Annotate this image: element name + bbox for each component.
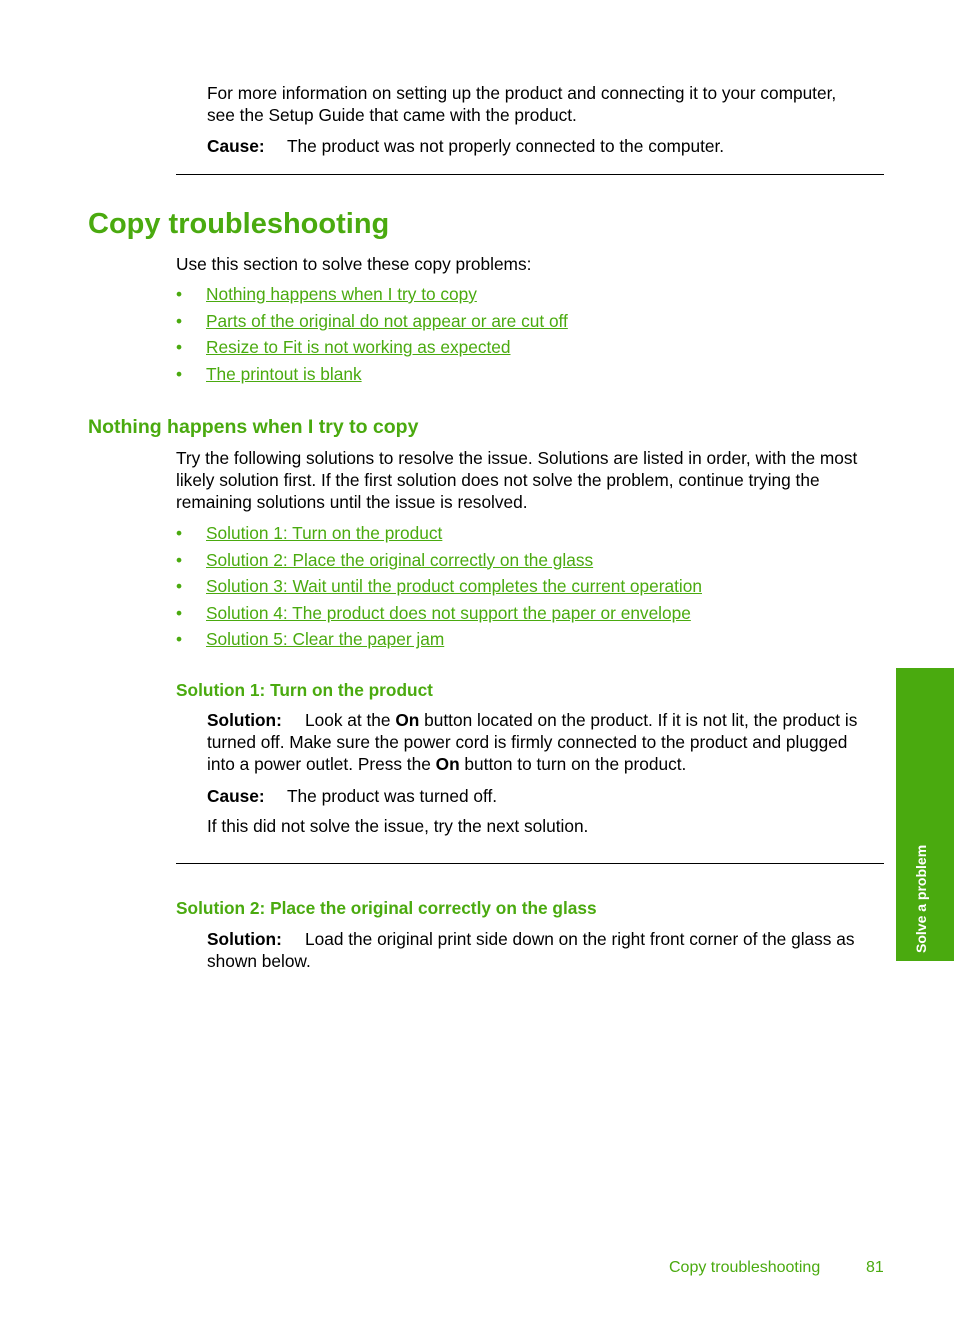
- link-nothing-happens[interactable]: Nothing happens when I try to copy: [206, 284, 477, 304]
- solution-1-line-1: [207, 709, 897, 731]
- cause-text: The product was not properly connected to the computer.: [287, 136, 725, 156]
- footer-page-number: 81: [866, 1259, 884, 1276]
- text: Look at the: [305, 710, 396, 730]
- list-item: [176, 310, 568, 337]
- link-solution-5[interactable]: Solution 5: Clear the paper jam: [206, 629, 445, 650]
- intro-line-1: For more information on setting up the product and connecting it to your computer,: [207, 83, 837, 103]
- intro-line-2: see the Setup Guide that came with the product.: [207, 105, 577, 125]
- divider-top: [176, 174, 884, 175]
- solution-2-line-2: shown below.: [207, 951, 311, 971]
- subsection-title: Nothing happens when I try to copy: [88, 416, 419, 438]
- solution-1-line-2: turned off. Make sure the power cord is firmly connected to the product and plugged: [207, 732, 848, 752]
- bullet-icon: •: [176, 629, 183, 650]
- text: into a power outlet. Press the: [207, 754, 436, 774]
- solution-label: Solution:: [207, 929, 282, 949]
- on-button-text: On: [435, 754, 460, 774]
- list-item: [176, 336, 568, 363]
- cause-text: The product was turned off.: [287, 786, 498, 806]
- side-tab: [896, 668, 954, 961]
- bullet-icon: •: [176, 310, 183, 331]
- solution-1-cause: [207, 785, 497, 807]
- bullet-icon: •: [176, 337, 183, 358]
- subsection-line-3: remaining solutions until the issue is resolved.: [176, 492, 528, 512]
- section-intro: Use this section to solve these copy problems:: [176, 254, 532, 274]
- cause-label: Cause:: [207, 786, 265, 806]
- bullet-icon: •: [176, 523, 183, 543]
- list-item: [176, 549, 702, 576]
- list-item: [176, 602, 702, 629]
- solution-link-list: [176, 522, 702, 655]
- list-item: [176, 575, 702, 602]
- subsection-paragraph: [176, 447, 896, 513]
- link-solution-1[interactable]: Solution 1: Turn on the product: [206, 523, 443, 543]
- bullet-icon: •: [176, 363, 183, 384]
- list-item: [176, 522, 702, 549]
- cause-label: Cause:: [207, 136, 265, 156]
- intro-paragraph: [207, 82, 897, 126]
- text: button located on the product. If it is not lit, the product is: [419, 710, 858, 730]
- solution-1-line-3: [207, 753, 897, 775]
- solution-2-title: Solution 2: Place the original correctly on the glass: [176, 898, 597, 918]
- solution-1-next: If this did not solve the issue, try the next solution.: [207, 816, 589, 836]
- link-printout-blank[interactable]: The printout is blank: [206, 363, 362, 384]
- intro-cause: [207, 135, 724, 157]
- list-item: [176, 283, 568, 310]
- bullet-icon: •: [176, 284, 183, 304]
- text: Load the original print side down on the right front corner of the glass as: [305, 929, 855, 949]
- solution-2-line-1: [207, 928, 897, 950]
- divider-middle: [176, 863, 884, 864]
- bullet-icon: •: [176, 602, 183, 623]
- solution-2-body: [207, 928, 897, 972]
- section-link-list: [176, 283, 568, 389]
- bullet-icon: •: [176, 549, 183, 570]
- page-title: Copy troubleshooting: [88, 208, 390, 240]
- footer-section-name: Copy troubleshooting: [669, 1259, 821, 1276]
- list-item: [176, 363, 568, 390]
- list-item: [176, 628, 702, 655]
- link-solution-3[interactable]: Solution 3: Wait until the product completes the current operation: [206, 576, 702, 597]
- solution-1-body: [207, 709, 897, 775]
- solution-1-title: Solution 1: Turn on the product: [176, 680, 433, 700]
- link-resize-to-fit[interactable]: Resize to Fit is not working as expected: [206, 337, 511, 358]
- bullet-icon: •: [176, 576, 183, 597]
- on-button-text: On: [395, 710, 420, 730]
- text: button to turn on the product.: [459, 754, 687, 774]
- link-solution-4[interactable]: Solution 4: The product does not support the paper or envelope: [206, 602, 691, 623]
- subsection-line-1: Try the following solutions to resolve the issue. Solutions are listed in order, with the most: [176, 448, 858, 468]
- side-tab-label: Solve a problem: [913, 844, 929, 953]
- solution-label: Solution:: [207, 710, 282, 730]
- subsection-line-2: likely solution first. If the first solution does not solve the problem, continue trying the: [176, 470, 820, 490]
- link-solution-2[interactable]: Solution 2: Place the original correctly on the glass: [206, 549, 594, 570]
- link-parts-cut-off[interactable]: Parts of the original do not appear or are cut off: [206, 310, 568, 331]
